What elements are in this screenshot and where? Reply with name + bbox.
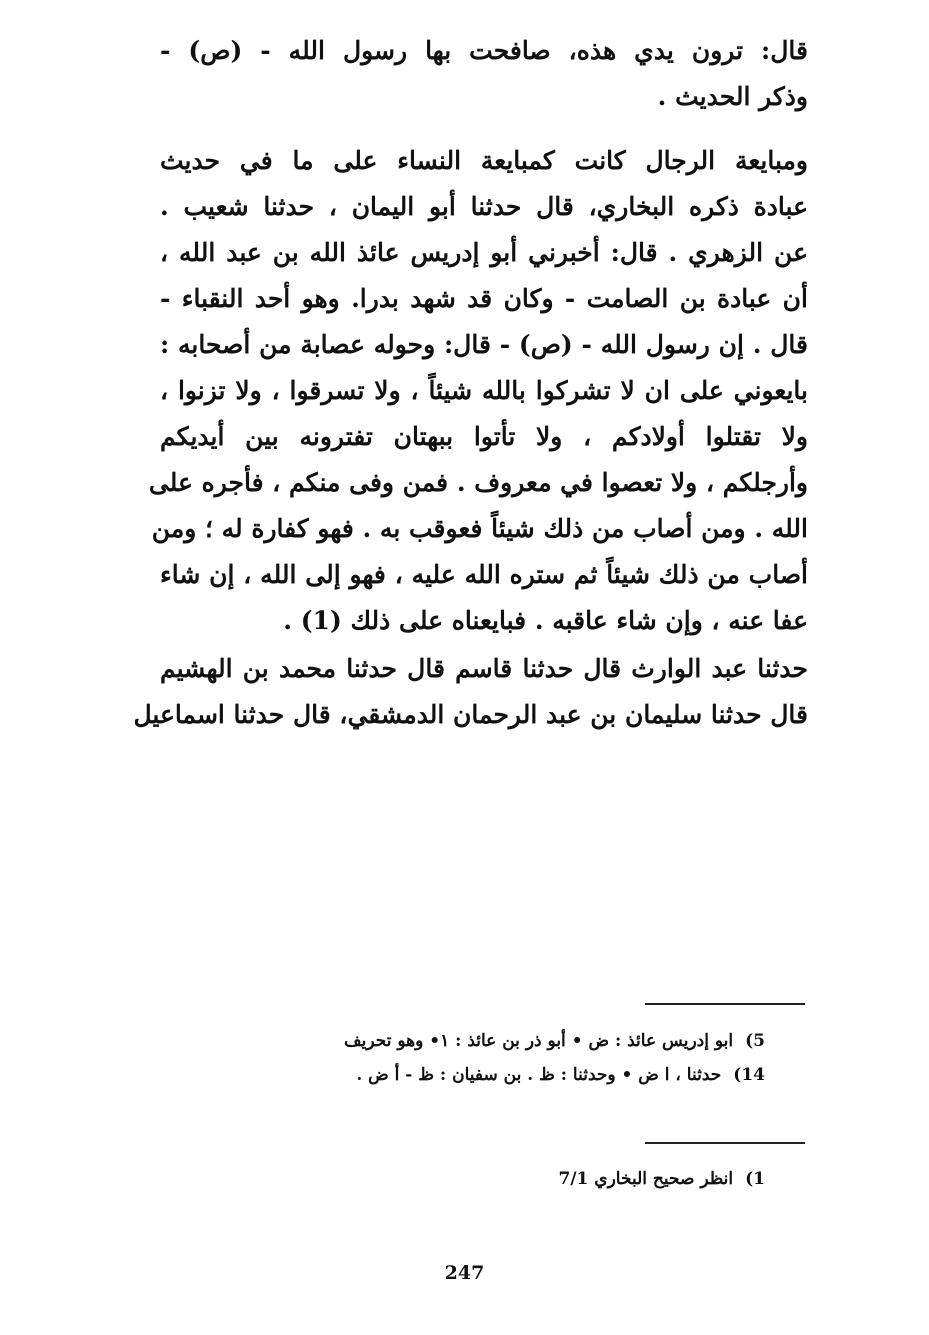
page-number: 247 xyxy=(444,1262,485,1284)
footnote-divider xyxy=(645,1142,805,1144)
source-footnotes xyxy=(220,1162,765,1196)
text-line: أن عبادة بن الصامت - وكان قد شهد بدرا. وهو أحد النقباء - xyxy=(160,284,808,313)
footnote-number: 5) xyxy=(745,1031,765,1051)
text-line: ولا تقتلوا أولادكم ، ولا تأتوا ببهتان تفترونه بين أيديكم xyxy=(160,422,808,451)
footnote-text: حدثنا ، ا ض • وحدثنا : ظ . بن سفيان : ظ - أ ض . xyxy=(356,1065,722,1085)
footnote-line xyxy=(220,1058,765,1092)
variant-footnotes xyxy=(220,1024,765,1092)
footnote-number: 1) xyxy=(745,1169,765,1189)
footnote-line xyxy=(220,1024,765,1058)
text-line: قال . إن رسول الله - (ص) - قال: وحوله عصابة من أصحابه : xyxy=(160,330,808,359)
footnote-divider xyxy=(645,1003,805,1005)
text-line: عفا عنه ، وإن شاء عاقبه . فبايعناه على ذلك (1) . xyxy=(283,606,808,635)
text-line: وأرجلكم ، ولا تعصوا في معروف . فمن وفى منكم ، فأجره على xyxy=(148,468,808,497)
text-line: الله . ومن أصاب من ذلك شيئاً فعوقب به . فهو كفارة له ؛ ومن xyxy=(151,514,808,543)
text-line: قال حدثنا سليمان بن عبد الرحمان الدمشقي، قال حدثنا اسماعيل xyxy=(133,700,808,729)
footnote-number: 14) xyxy=(733,1065,765,1085)
paragraph-2 xyxy=(148,138,808,644)
text-line: بايعوني على ان لا تشركوا بالله شيئاً ، ولا تسرقوا ، ولا تزنوا ، xyxy=(160,376,808,405)
paragraph-1 xyxy=(160,28,808,120)
footnote-line xyxy=(220,1162,765,1196)
text-line: عبادة ذكره البخاري، قال حدثنا أبو اليمان ، حدثنا شعيب . xyxy=(160,192,808,221)
text-line: أصاب من ذلك شيئاً ثم ستره الله عليه ، فهو إلى الله ، إن شاء xyxy=(160,560,808,589)
text-line: قال: ترون يدي هذه، صافحت بها رسول الله - (ص) - xyxy=(160,36,808,65)
text-line: وذكر الحديث . xyxy=(657,82,808,111)
text-line: حدثنا عبد الوارث قال حدثنا قاسم قال حدثنا محمد بن الهشيم xyxy=(160,654,808,683)
footnote-text: انظر صحيح البخاري 7/1 xyxy=(558,1169,734,1189)
paragraph-3 xyxy=(133,646,808,738)
text-line: عن الزهري . قال: أخبرني أبو إدريس عائذ الله بن عبد الله ، xyxy=(160,238,808,267)
text-line: ومبايعة الرجال كانت كمبايعة النساء على ما في حديث xyxy=(160,146,808,175)
footnote-text: ابو إدريس عائذ : ض • أبو ذر بن عائذ : ١• وهو تحريف xyxy=(344,1031,734,1051)
